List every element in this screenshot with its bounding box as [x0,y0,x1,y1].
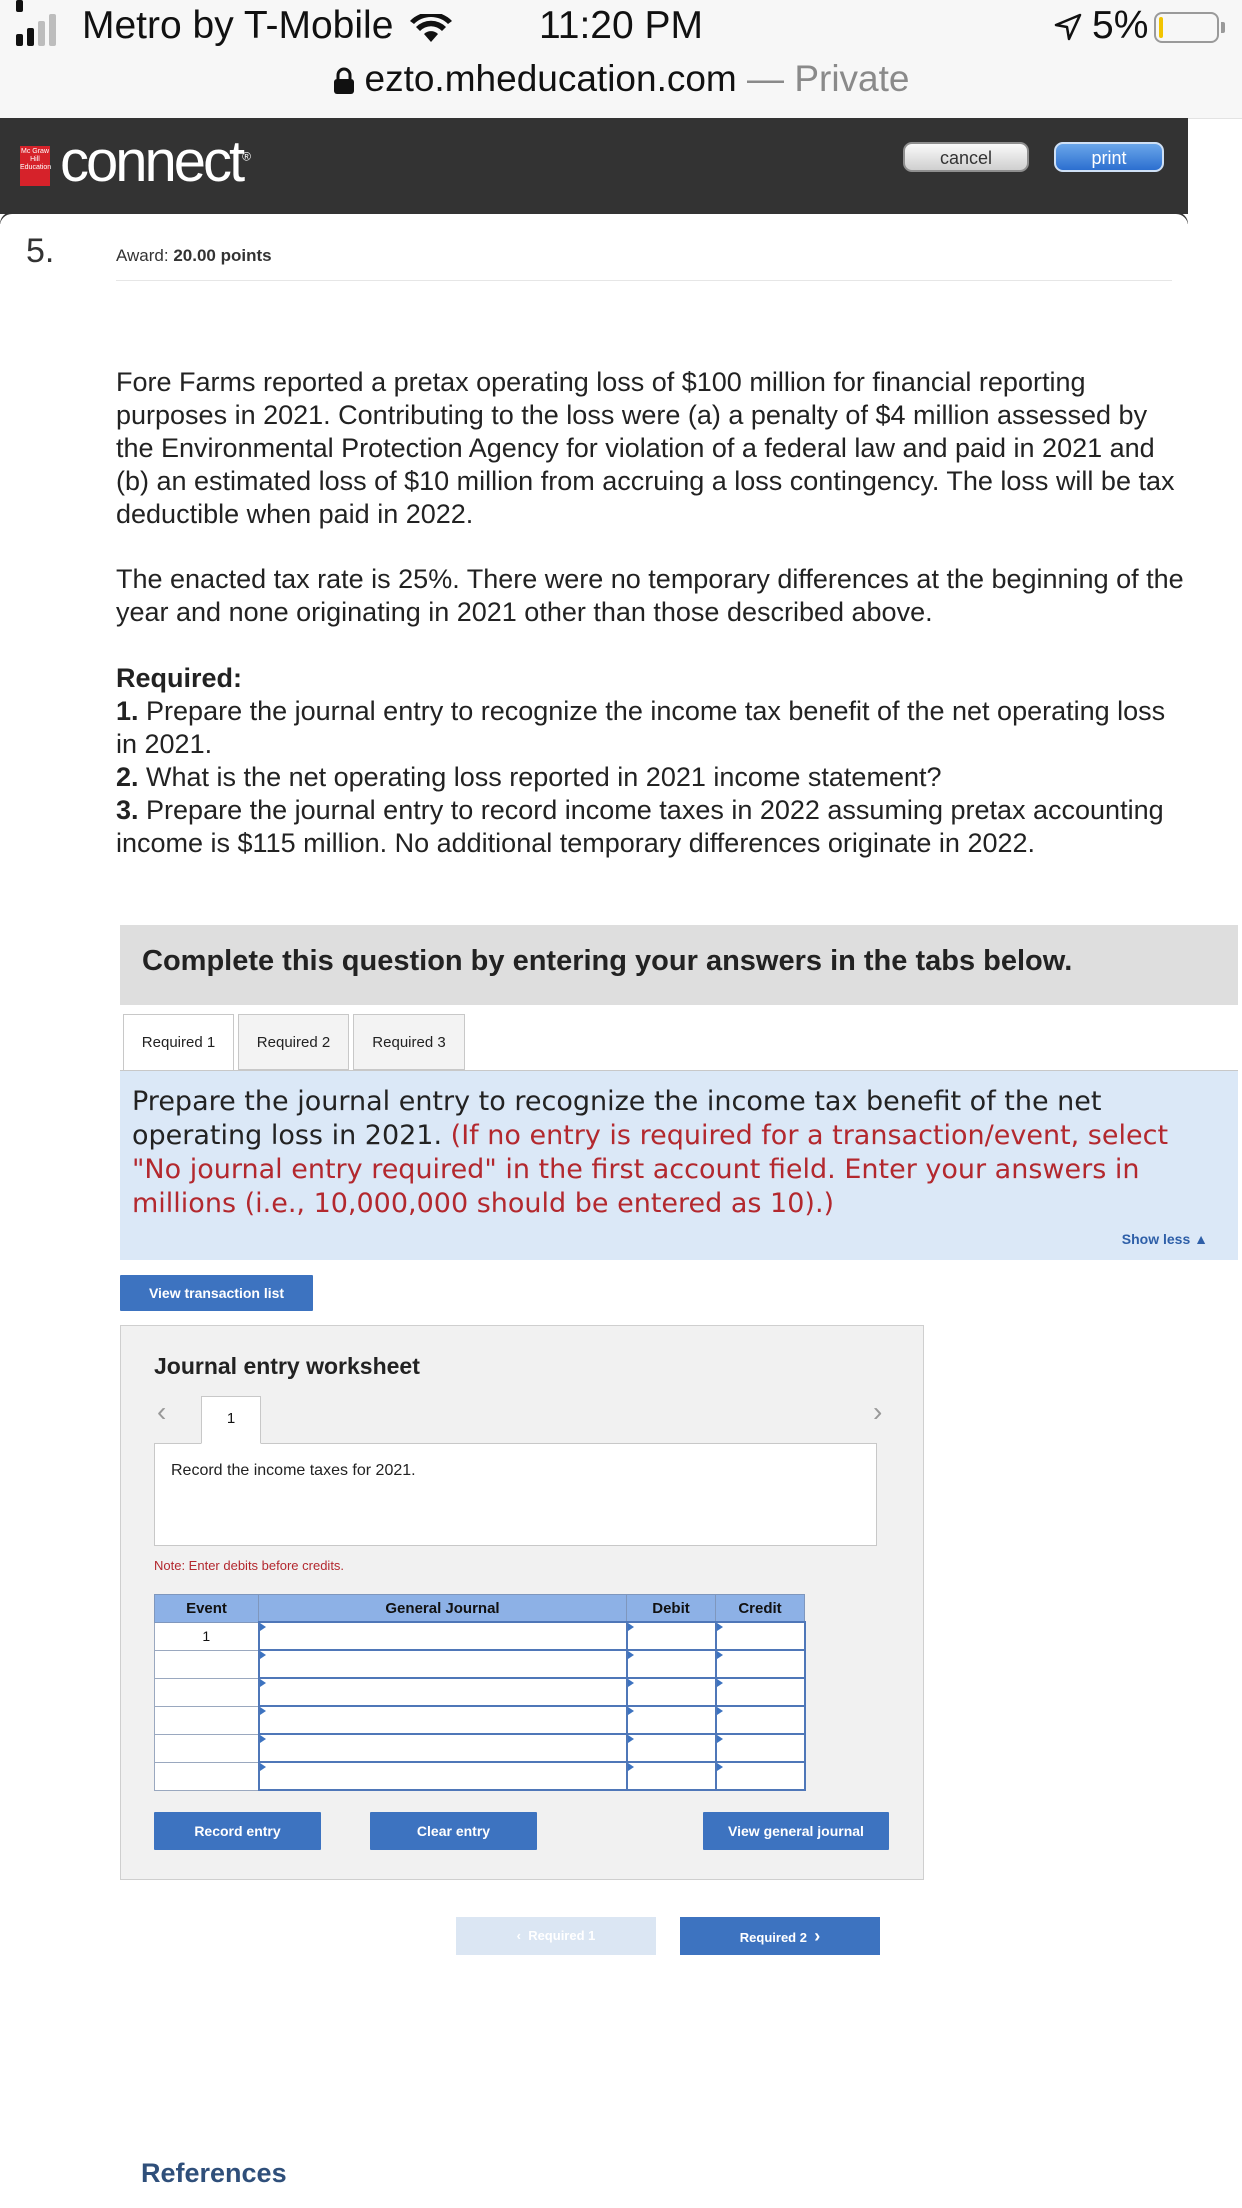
instruction-main: Prepare the journal entry to recognize the income tax benefit of the net operating loss in 2021. [132,1086,1102,1151]
credit-input[interactable] [716,1762,805,1790]
complete-question-banner [120,925,1238,1005]
credit-input[interactable] [716,1706,805,1734]
view-transaction-list-button[interactable]: View transaction list [120,1275,313,1311]
references-heading[interactable]: References [141,2158,287,2188]
lock-icon [333,67,355,95]
requirement-text: Prepare the journal entry to record income taxes in 2022 assuming pretax accounting income is $115 million. No additional temporary differences originate in 2022. [116,795,1164,858]
worksheet-page-tab[interactable]: 1 [201,1396,261,1444]
view-general-journal-button[interactable]: View general journal [703,1812,889,1850]
requirement-number: 1. [116,696,139,726]
battery-percent: 5% [1092,4,1149,47]
debit-input[interactable] [627,1622,716,1650]
journal-entry-worksheet [120,1325,924,1880]
chevron-left-icon[interactable]: ‹ [157,1396,167,1427]
private-label: Private [794,58,910,99]
url-separator: — [736,58,795,99]
debit-input[interactable] [627,1650,716,1678]
question-number: 5. [26,232,55,270]
next-required-button[interactable] [680,1917,880,1955]
content-top-edge [0,214,1188,226]
show-less-link[interactable] [1122,1231,1208,1247]
next-label: Required 2 [739,1930,807,1945]
award-value: 20.00 points [173,246,272,265]
credit-input[interactable] [716,1622,805,1650]
account-input[interactable] [259,1734,627,1762]
worksheet-title: Journal entry worksheet [154,1353,420,1379]
requirement-text: Prepare the journal entry to recognize the income tax benefit of the net operating loss in 2021. [116,696,1166,759]
prev-label: Required 1 [528,1928,596,1943]
event-cell [155,1762,259,1790]
question-paragraph-2: The enacted tax rate is 25%. There were no temporary differences at the beginning of the year and none originating in 2021 other than those described above. [116,564,1184,627]
instruction-text [132,1085,1222,1221]
requirement-3 [116,794,1184,860]
account-input[interactable] [259,1762,627,1790]
award-label: Award: [116,246,174,265]
requirement-number: 3. [116,795,139,825]
event-cell: 1 [155,1622,259,1650]
caret-up-icon: ▲ [1194,1231,1208,1247]
credit-input[interactable] [716,1678,805,1706]
debit-input[interactable] [627,1762,716,1790]
requirements-block [116,662,1184,860]
requirement-2 [116,761,1184,794]
location-arrow-icon [1053,12,1083,42]
event-cell [155,1706,259,1734]
credit-input[interactable] [716,1734,805,1762]
connect-wordmark: connect [60,129,243,194]
cancel-button[interactable]: cancel [903,142,1029,172]
mcgraw-hill-logo: Mc Graw Hill Education [20,146,50,186]
credit-input[interactable] [716,1650,805,1678]
show-less-label: Show less [1121,1231,1191,1247]
description-text: Record the income taxes for 2021. [171,1462,416,1479]
url-text: ezto.mheducation.com [364,58,737,99]
divider [116,280,1172,281]
table-row [155,1622,805,1650]
column-header-general-journal: General Journal [259,1595,627,1623]
column-header-credit: Credit [716,1595,805,1623]
account-input[interactable] [259,1678,627,1706]
transaction-description [154,1443,877,1546]
table-row [155,1706,805,1734]
account-input[interactable] [259,1650,627,1678]
event-cell [155,1650,259,1678]
required-heading: Required: [116,663,243,693]
debit-input[interactable] [627,1678,716,1706]
address-bar[interactable] [0,58,1242,100]
debit-credit-note: Note: Enter debits before credits. [154,1558,345,1573]
battery-tip [1221,22,1225,33]
event-cell [155,1734,259,1762]
question-paragraph-1: Fore Farms reported a pretax operating loss of $100 million for financial reporting purposes in 2021. Contributing to the loss were (a) a penalty of $4 million assessed by the Environmental Protection Agency for violation of a federal law and paid in 2021 and (b) an estimated loss of $10 million from accruing a loss contingency. The loss will be tax deductible when paid in 2022. [116,367,1175,529]
requirement-text: What is the net operating loss reported in 2021 income statement? [138,762,942,792]
tab-required-2[interactable]: Required 2 [238,1014,349,1070]
instruction-note: (If no entry is required for a transaction/event, select "No journal entry required" in the first account field. Enter your answers in millions (i.e., 10,000,000 should be entered as 10).) [132,1120,1169,1219]
prev-required-button [456,1917,656,1955]
battery-icon [1154,12,1219,43]
instruction-panel [120,1071,1238,1260]
table-row [155,1734,805,1762]
requirement-number: 2. [116,762,139,792]
carrier-name: Metro by T-Mobile [82,4,394,47]
event-cell [155,1678,259,1706]
debit-input[interactable] [627,1706,716,1734]
account-input[interactable] [259,1706,627,1734]
print-button[interactable]: print [1054,142,1164,172]
table-row [155,1762,805,1790]
chevron-right-icon[interactable]: › [873,1396,883,1427]
account-input[interactable] [259,1622,627,1650]
connect-logo [60,128,251,195]
tab-required-1[interactable]: Required 1 [123,1014,234,1072]
registered-mark: ® [242,149,251,164]
journal-table [154,1594,806,1791]
app-header [0,118,1188,214]
tab-required-3[interactable]: Required 3 [353,1014,465,1070]
award-points [116,246,272,266]
column-header-debit: Debit [627,1595,716,1623]
status-bar [0,0,1242,119]
record-entry-button[interactable]: Record entry [154,1812,321,1850]
clock: 11:20 PM [538,4,704,47]
table-header-row [155,1595,805,1623]
requirement-1 [116,695,1184,761]
column-header-event: Event [155,1595,259,1623]
table-row [155,1650,805,1678]
banner-text: Complete this question by entering your answers in the tabs below. [142,945,1073,977]
debit-input[interactable] [627,1734,716,1762]
table-row [155,1678,805,1706]
clear-entry-button[interactable]: Clear entry [370,1812,537,1850]
chevron-left-icon: ‹ [516,1928,521,1943]
chevron-right-icon: › [814,1926,821,1946]
